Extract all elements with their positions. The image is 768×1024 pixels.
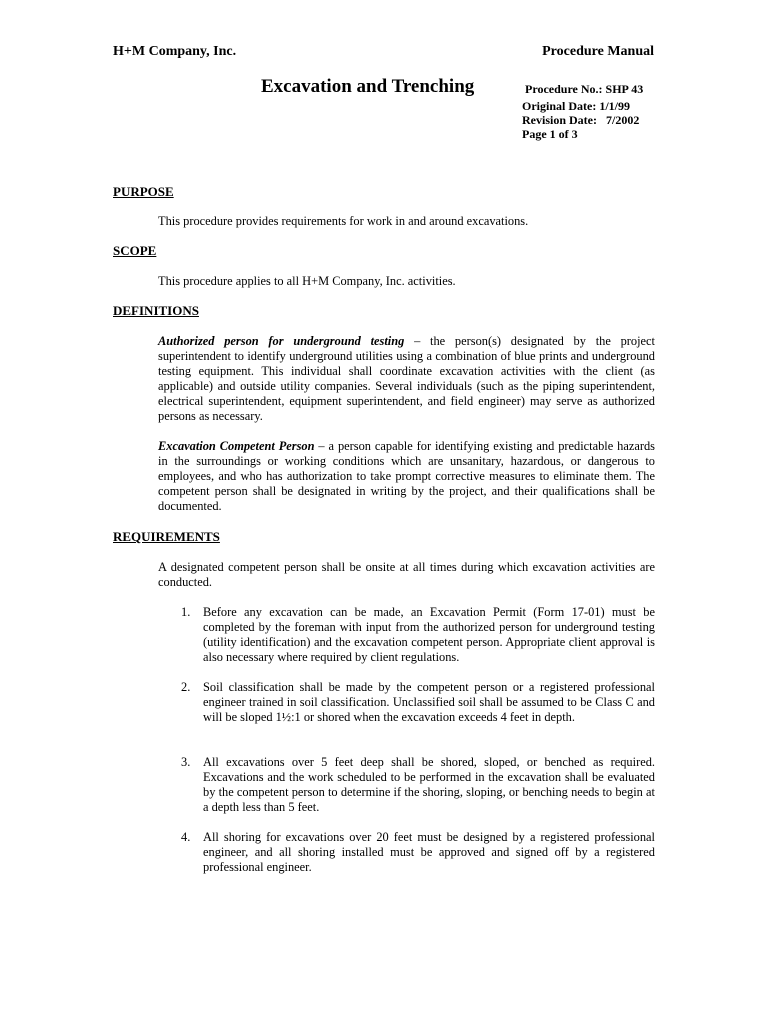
- definition-term: Authorized person for underground testing: [158, 334, 405, 348]
- list-item: All shoring for excavations over 20 feet must be designed by a registered professional engineer, and all shoring installed must be approved and signed off by a registered professional engineer.: [203, 830, 655, 874]
- definition-competent-person: [158, 439, 655, 514]
- list-item: Soil classification shall be made by the competent person or a registered professional engineer trained in soil classification. Unclassified soil shall be assumed to be Class C and will be sloped 1½:1 or shored when the excavation exceeds 4 feet in depth.: [203, 680, 655, 724]
- list-item-number: 1.: [181, 605, 191, 619]
- definition-authorized-person: [158, 334, 655, 423]
- original-date: Original Date: 1/1/99: [522, 99, 630, 113]
- list-item: Before any excavation can be made, an Excavation Permit (Form 17-01) must be completed by the foreman with input from the authorized person for underground testing (utility identification) and the excavation competent person. Appropriate client approval is also necessary where required by client regulations.: [203, 605, 655, 664]
- definition-term: Excavation Competent Person: [158, 439, 315, 453]
- list-item-number: 4.: [181, 830, 191, 844]
- scope-heading: SCOPE: [113, 243, 157, 258]
- requirements-intro: A designated competent person shall be onsite at all times during which excavation activities are conducted.: [158, 560, 655, 589]
- scope-text: This procedure applies to all H+M Company, Inc. activities.: [158, 274, 456, 288]
- revision-date: Revision Date: 7/2002: [522, 113, 640, 127]
- list-item-number: 2.: [181, 680, 191, 694]
- manual-name: Procedure Manual: [542, 44, 654, 59]
- definition-text: – a person capable for identifying existing and predictable hazards in the surroundings or working conditions which are unsanitary, hazardous, or dangerous to employees, and who has authorization to take prompt corrective measures to eliminate them. The competent person shall be designated in writing by the project, and their qualifications shall be documented.: [158, 439, 655, 513]
- definition-text: – the person(s) designated by the project superintendent to identify underground utilities using a combination of blue prints and underground testing equipment. This individual shall coordinate excavation activities with the client (as applicable) and outside utility companies. Several individuals (such as the piping superintendent, electrical superintendent, equipment superintendent, and field engineer) may serve as authorized persons as necessary.: [158, 334, 655, 423]
- procedure-number: Procedure No.: SHP 43: [525, 82, 644, 96]
- purpose-text: This procedure provides requirements for work in and around excavations.: [158, 214, 529, 228]
- page-number: Page 1 of 3: [522, 127, 578, 141]
- document-title: Excavation and Trenching: [261, 76, 475, 97]
- purpose-heading: PURPOSE: [113, 184, 174, 199]
- list-item: All excavations over 5 feet deep shall be shored, sloped, or benched as required. Excavations and the work scheduled to be performed in the excavation shall be evaluated by the competent person to determine if the shoring, sloping, or benching needs to begin at a depth less than 5 feet.: [203, 755, 655, 814]
- company-name: H+M Company, Inc.: [113, 44, 237, 59]
- requirements-heading: REQUIREMENTS: [113, 529, 220, 544]
- definitions-heading: DEFINITIONS: [113, 303, 199, 318]
- list-item-number: 3.: [181, 755, 191, 769]
